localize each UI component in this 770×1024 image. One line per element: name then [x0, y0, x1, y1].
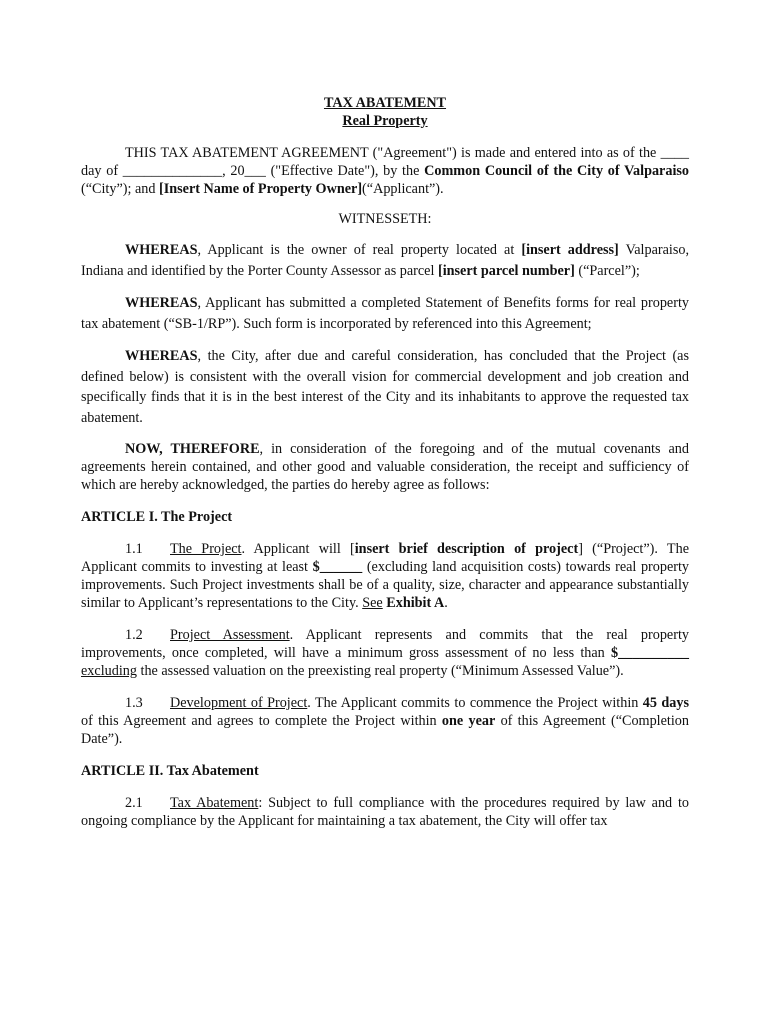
intro-paragraph — [81, 144, 689, 198]
section-1-1-amount: $______ — [312, 559, 363, 575]
whereas-paragraph-2 — [81, 293, 689, 334]
whereas-2-text: , Applicant has submitted a completed Statement of Benefits forms for real property tax abatement (“SB-1/RP”). Such form is incorporated by referenced into this Agreement; — [81, 295, 689, 332]
section-1-2-amount-symbol: $ — [610, 645, 619, 661]
section-1-1-text-1: . Applicant will [ — [241, 541, 355, 557]
section-2-1-title: Tax Abatement — [170, 795, 259, 811]
whereas-1-parcel: [insert parcel number] — [437, 262, 575, 279]
section-1-1-text-4: . — [444, 595, 448, 611]
document-title: TAX ABATEMENT — [323, 95, 447, 111]
section-1-3-year: one year — [441, 713, 496, 729]
section-1-2 — [81, 626, 689, 680]
section-1-1-desc: insert brief description of project — [354, 541, 579, 557]
section-1-3-title: Development of Project — [170, 695, 308, 711]
whereas-3-lead: WHEREAS — [125, 348, 198, 364]
section-1-2-title: Project Assessment — [170, 627, 290, 643]
section-1-1-text-3: (excluding land acquisition costs) towards real property improvements. Such Project investments shall be of a quality, size, character and appearance substantially similar to Applicant’s representations to the City. — [81, 559, 690, 611]
document-page — [81, 94, 689, 830]
whereas-1-text-1: , Applicant is the owner of real property located at — [197, 242, 522, 258]
section-1-3-number: 1.3 — [125, 695, 143, 711]
section-2-1-text-1: : Subject to full compliance with the procedures required by law and to ongoing compliance by the Applicant for maintaining a tax abatement, the City will offer tax — [81, 795, 689, 829]
therefore-paragraph — [81, 440, 689, 494]
section-1-3-days: 45 days — [642, 695, 689, 711]
whereas-1-text-3: (“Parcel”); — [574, 262, 640, 279]
whereas-1-lead: WHEREAS — [125, 242, 198, 258]
intro-council: Common Council of the City of Valparaiso — [424, 163, 689, 179]
therefore-text: , in consideration of the foregoing and of the mutual covenants and agreements herein contained, and other good and valuable consideration, the receipt and sufficiency of which are hereby acknowledged, the parties do hereby agree as follows: — [81, 441, 689, 493]
section-1-2-excluding: excluding — [81, 663, 137, 679]
section-1-1-see: See — [362, 595, 383, 611]
section-2-1 — [81, 794, 689, 830]
section-1-2-number: 1.2 — [125, 627, 143, 643]
section-1-2-text-1: . Applicant represents and commits that the real property improvements, once completed, will have a minimum gross assessment of no less than — [81, 627, 689, 661]
section-2-1-number: 2.1 — [125, 795, 143, 811]
section-1-1-exhibit: Exhibit A — [386, 595, 445, 611]
whereas-3-text: , the City, after due and careful consideration, has concluded that the Project (as defined below) is consistent with the overall vision for commercial development and job creation and specifically finds that it is in the best interest of the City and its inhabitants to approve the requested tax abatement. — [81, 348, 689, 426]
intro-text-2: (“City”); and — [81, 181, 160, 197]
section-1-1 — [81, 540, 689, 612]
whereas-1-text-2: Valparaiso, Indiana and identified by the Porter County Assessor as parcel — [81, 242, 690, 279]
section-1-3-text-3: of this Agreement (“Completion Date”). — [81, 713, 689, 747]
section-1-2-text-3: the assessed valuation on the preexisting real property (“Minimum Assessed Value”). — [136, 663, 624, 679]
intro-owner: [Insert Name of Property Owner] — [159, 181, 363, 197]
section-1-3-text-1: . The Applicant commits to commence the Project within — [307, 695, 643, 711]
article-2-heading: ARTICLE II. Tax Abatement — [81, 763, 259, 779]
witnesseth-heading: WITNESSETH: — [338, 211, 432, 227]
whereas-paragraph-3 — [81, 346, 689, 428]
therefore-lead: NOW, THEREFORE — [125, 441, 260, 457]
section-1-1-number: 1.1 — [125, 541, 143, 557]
section-1-1-text-2: ] (“Project”). The Applicant commits to investing at least — [81, 541, 689, 575]
intro-text-3: (“Applicant”). — [362, 181, 444, 197]
section-1-2-amount-blank: __________ — [618, 645, 689, 661]
section-1-3-text-2: of this Agreement and agrees to complete the Project within — [81, 713, 442, 729]
whereas-paragraph-1 — [81, 240, 689, 281]
intro-text-1: THIS TAX ABATEMENT AGREEMENT ("Agreement") is made and entered into as of the ____ day of ______________, 20___ ("Effective Date"), by the — [81, 145, 689, 179]
whereas-1-address: [insert address] — [521, 242, 619, 258]
section-1-3 — [81, 694, 689, 748]
document-subtitle: Real Property — [342, 113, 428, 129]
article-1-heading: ARTICLE I. The Project — [81, 509, 233, 525]
whereas-2-lead: WHEREAS — [125, 295, 198, 311]
section-1-1-title: The Project — [170, 541, 242, 557]
